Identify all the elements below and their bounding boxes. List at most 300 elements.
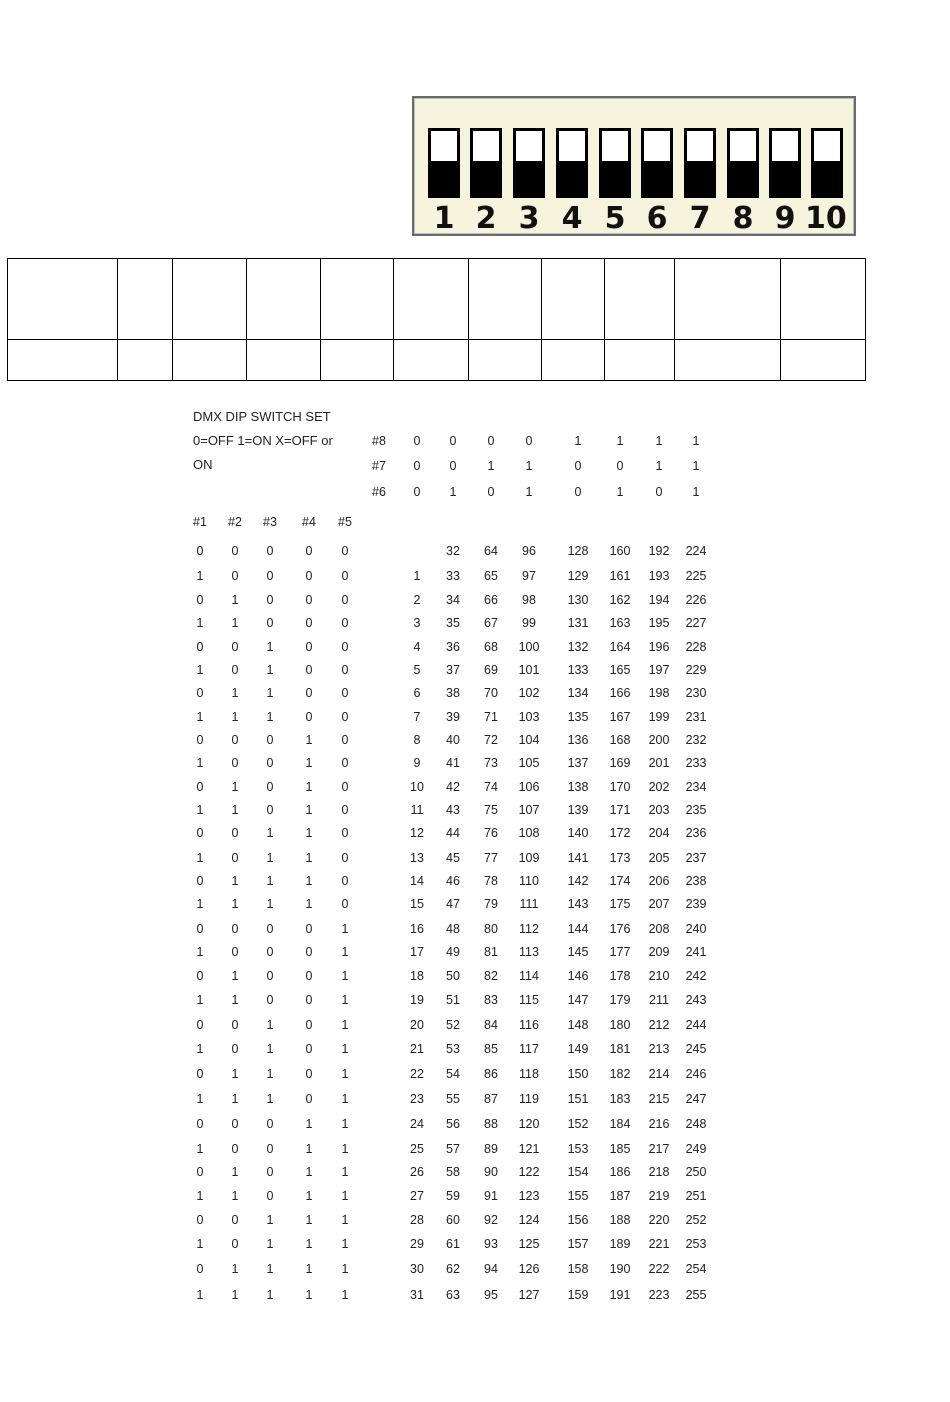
row-bit: 1 <box>231 1092 239 1106</box>
address-value: 182 <box>609 1067 631 1081</box>
address-value: 53 <box>446 1042 460 1056</box>
row-bit: 0 <box>266 1142 274 1156</box>
row-bit: 1 <box>196 1042 204 1056</box>
row-bit: 0 <box>341 593 349 607</box>
row-bit: 1 <box>231 993 239 1007</box>
address-value: 202 <box>648 780 670 794</box>
row-bit: 1 <box>341 1117 349 1131</box>
address-value: 115 <box>519 993 539 1007</box>
address-value: 206 <box>648 874 670 888</box>
address-value: 240 <box>685 922 707 936</box>
row-bit: 0 <box>305 1067 313 1081</box>
row-bit: 1 <box>341 1165 349 1179</box>
row-bit: 1 <box>196 897 204 911</box>
address-value: 194 <box>648 593 670 607</box>
address-value: 91 <box>484 1189 498 1203</box>
address-value: 224 <box>685 544 707 558</box>
row-bit: 1 <box>231 1189 239 1203</box>
bank-bit: 1 <box>487 459 495 473</box>
address-value: 253 <box>685 1237 707 1251</box>
row-bit: 0 <box>341 897 349 911</box>
address-value: 176 <box>609 922 631 936</box>
row-bit: 0 <box>196 922 204 936</box>
address-value: 226 <box>685 593 707 607</box>
address-value: 26 <box>410 1165 424 1179</box>
address-value: 23 <box>410 1092 424 1106</box>
switch-header: #1 <box>193 515 207 529</box>
row-bit: 1 <box>196 616 204 630</box>
switch-header: #4 <box>302 515 316 529</box>
address-value: 157 <box>567 1237 589 1251</box>
row-bit: 0 <box>266 733 274 747</box>
address-value: 98 <box>522 593 536 607</box>
address-value: 21 <box>410 1042 424 1056</box>
address-value: 27 <box>410 1189 424 1203</box>
row-bit: 0 <box>196 1262 204 1276</box>
row-bit: 1 <box>341 1092 349 1106</box>
row-bit: 0 <box>266 593 274 607</box>
address-value: 29 <box>410 1237 424 1251</box>
grid-cell <box>469 259 542 340</box>
address-value: 151 <box>567 1092 589 1106</box>
address-value: 36 <box>446 640 460 654</box>
address-value: 136 <box>567 733 589 747</box>
address-value: 28 <box>410 1213 424 1227</box>
address-value: 92 <box>484 1213 498 1227</box>
address-value: 246 <box>685 1067 707 1081</box>
address-value: 45 <box>446 851 460 865</box>
row-bit: 1 <box>266 1262 274 1276</box>
address-value: 85 <box>484 1042 498 1056</box>
row-bit: 0 <box>196 733 204 747</box>
address-value: 186 <box>609 1165 631 1179</box>
address-value: 219 <box>648 1189 670 1203</box>
row-bit: 0 <box>305 1042 313 1056</box>
row-bit: 0 <box>231 1213 239 1227</box>
row-bit: 1 <box>196 993 204 1007</box>
address-value: 236 <box>685 826 707 840</box>
row-bit: 0 <box>231 1018 239 1032</box>
address-value: 40 <box>446 733 460 747</box>
address-value: 124 <box>518 1213 540 1227</box>
bank-bit: 1 <box>449 485 457 499</box>
address-value: 168 <box>609 733 631 747</box>
row-bit: 1 <box>266 897 274 911</box>
empty-grid-table <box>7 258 866 381</box>
address-value: 68 <box>484 640 498 654</box>
row-bit: 0 <box>231 1237 239 1251</box>
address-value: 203 <box>648 803 670 817</box>
address-value: 22 <box>410 1067 424 1081</box>
row-bit: 1 <box>341 1142 349 1156</box>
address-value: 152 <box>567 1117 589 1131</box>
address-value: 132 <box>567 640 589 654</box>
address-value: 207 <box>648 897 670 911</box>
row-bit: 0 <box>266 945 274 959</box>
row-bit: 1 <box>305 1262 313 1276</box>
address-value: 51 <box>446 993 460 1007</box>
address-value: 245 <box>685 1042 707 1056</box>
address-value: 99 <box>522 616 536 630</box>
row-bit: 0 <box>231 1042 239 1056</box>
address-value: 234 <box>685 780 707 794</box>
address-value: 80 <box>484 922 498 936</box>
address-value: 34 <box>446 593 460 607</box>
row-bit: 1 <box>231 780 239 794</box>
address-value: 229 <box>685 663 707 677</box>
address-value: 164 <box>609 640 631 654</box>
row-bit: 0 <box>196 593 204 607</box>
row-bit: 0 <box>266 756 274 770</box>
address-value: 195 <box>648 616 670 630</box>
dip-switch-10 <box>811 128 843 198</box>
row-bit: 1 <box>231 710 239 724</box>
row-bit: 0 <box>196 1117 204 1131</box>
row-bit: 0 <box>305 710 313 724</box>
address-value: 154 <box>567 1165 589 1179</box>
address-value: 187 <box>609 1189 631 1203</box>
address-value: 250 <box>685 1165 707 1179</box>
address-value: 214 <box>648 1067 670 1081</box>
address-value: 111 <box>519 897 539 911</box>
table-title: DMX DIP SWITCH SET <box>193 409 331 424</box>
address-value: 48 <box>446 922 460 936</box>
address-value: 128 <box>567 544 589 558</box>
row-bit: 1 <box>341 1262 349 1276</box>
row-bit: 1 <box>266 1018 274 1032</box>
row-bit: 1 <box>266 710 274 724</box>
address-value: 244 <box>685 1018 707 1032</box>
row-bit: 1 <box>305 1165 313 1179</box>
address-value: 141 <box>567 851 589 865</box>
address-value: 145 <box>567 945 589 959</box>
address-value: 134 <box>567 686 589 700</box>
row-bit: 1 <box>196 1237 204 1251</box>
row-bit: 1 <box>196 1142 204 1156</box>
legend-line-1: 0=OFF 1=ON X=OFF or <box>193 433 333 448</box>
dip-switch-7 <box>684 128 716 198</box>
address-value: 208 <box>648 922 670 936</box>
address-value: 109 <box>518 851 540 865</box>
address-value: 74 <box>484 780 498 794</box>
address-value: 118 <box>519 1067 539 1081</box>
address-value: 254 <box>685 1262 707 1276</box>
address-value: 119 <box>519 1092 539 1106</box>
grid-cell <box>605 340 675 381</box>
row-bit: 0 <box>305 616 313 630</box>
row-bit: 1 <box>196 1288 204 1302</box>
dip-switch-2 <box>470 128 502 198</box>
address-value: 143 <box>567 897 589 911</box>
legend-line-2: ON <box>193 457 213 472</box>
address-value: 123 <box>518 1189 540 1203</box>
row-bit: 1 <box>266 1042 274 1056</box>
address-value: 241 <box>685 945 707 959</box>
address-value: 3 <box>413 616 421 630</box>
address-value: 209 <box>648 945 670 959</box>
row-bit: 0 <box>231 922 239 936</box>
address-value: 54 <box>446 1067 460 1081</box>
grid-cell <box>321 340 394 381</box>
address-value: 142 <box>567 874 589 888</box>
row-bit: 1 <box>341 922 349 936</box>
row-bit: 0 <box>231 945 239 959</box>
row-bit: 0 <box>196 1067 204 1081</box>
address-value: 231 <box>685 710 707 724</box>
address-value: 162 <box>609 593 631 607</box>
row-bit: 0 <box>305 945 313 959</box>
address-value: 251 <box>685 1189 707 1203</box>
address-value: 215 <box>648 1092 670 1106</box>
address-value: 87 <box>484 1092 498 1106</box>
row-bit: 0 <box>341 569 349 583</box>
address-value: 84 <box>484 1018 498 1032</box>
address-value: 105 <box>518 756 540 770</box>
grid-cell <box>781 340 866 381</box>
address-value: 126 <box>518 1262 540 1276</box>
row-bit: 1 <box>231 1067 239 1081</box>
row-bit: 0 <box>341 710 349 724</box>
row-bit: 0 <box>196 640 204 654</box>
address-value: 227 <box>685 616 707 630</box>
dip-switch-label: 7 <box>689 201 711 236</box>
switch-lever <box>730 161 756 195</box>
address-value: 125 <box>518 1237 540 1251</box>
address-value: 138 <box>567 780 589 794</box>
address-value: 56 <box>446 1117 460 1131</box>
row-bit: 1 <box>341 993 349 1007</box>
address-value: 144 <box>567 922 589 936</box>
row-bit: 0 <box>341 640 349 654</box>
address-value: 31 <box>410 1288 424 1302</box>
row-bit: 0 <box>341 851 349 865</box>
address-value: 249 <box>685 1142 707 1156</box>
address-value: 14 <box>410 874 424 888</box>
address-value: 133 <box>567 663 589 677</box>
address-value: 58 <box>446 1165 460 1179</box>
address-value: 10 <box>410 780 424 794</box>
row-bit: 1 <box>341 1018 349 1032</box>
row-bit: 1 <box>196 756 204 770</box>
address-value: 69 <box>484 663 498 677</box>
address-value: 192 <box>648 544 670 558</box>
switch-lever <box>516 161 542 195</box>
address-value: 179 <box>609 993 631 1007</box>
address-value: 11 <box>410 803 424 817</box>
row-bit: 1 <box>305 780 313 794</box>
address-value: 15 <box>410 897 424 911</box>
row-bit: 0 <box>266 1189 274 1203</box>
row-bit: 1 <box>305 851 313 865</box>
bank-bit: 1 <box>692 434 700 448</box>
row-bit: 1 <box>305 1142 313 1156</box>
address-value: 212 <box>648 1018 670 1032</box>
address-value: 82 <box>484 969 498 983</box>
row-bit: 0 <box>305 544 313 558</box>
row-bit: 1 <box>196 663 204 677</box>
row-bit: 0 <box>341 756 349 770</box>
address-value: 175 <box>609 897 631 911</box>
address-value: 25 <box>410 1142 424 1156</box>
address-value: 146 <box>567 969 589 983</box>
address-value: 110 <box>519 874 539 888</box>
grid-cell <box>247 340 321 381</box>
row-bit: 0 <box>231 663 239 677</box>
address-value: 140 <box>567 826 589 840</box>
row-bit: 1 <box>341 969 349 983</box>
address-value: 101 <box>518 663 540 677</box>
bank-bit: 0 <box>655 485 663 499</box>
address-value: 8 <box>413 733 421 747</box>
address-value: 73 <box>484 756 498 770</box>
bank-label: #8 <box>372 434 386 448</box>
address-value: 2 <box>413 593 421 607</box>
row-bit: 0 <box>266 1165 274 1179</box>
row-bit: 1 <box>196 851 204 865</box>
grid-cell <box>321 259 394 340</box>
bank-bit: 0 <box>449 434 457 448</box>
address-value: 86 <box>484 1067 498 1081</box>
address-value: 55 <box>446 1092 460 1106</box>
address-value: 150 <box>567 1067 589 1081</box>
address-value: 37 <box>446 663 460 677</box>
address-value: 197 <box>648 663 670 677</box>
address-value: 90 <box>484 1165 498 1179</box>
address-value: 81 <box>484 945 498 959</box>
row-bit: 1 <box>305 1117 313 1131</box>
row-bit: 0 <box>305 663 313 677</box>
address-value: 153 <box>567 1142 589 1156</box>
row-bit: 0 <box>305 922 313 936</box>
row-bit: 0 <box>305 993 313 1007</box>
address-value: 160 <box>609 544 631 558</box>
address-value: 135 <box>567 710 589 724</box>
row-bit: 1 <box>231 1288 239 1302</box>
address-value: 171 <box>609 803 631 817</box>
address-value: 19 <box>410 993 424 1007</box>
address-value: 12 <box>410 826 424 840</box>
row-bit: 1 <box>341 1288 349 1302</box>
bank-bit: 1 <box>616 434 624 448</box>
address-value: 57 <box>446 1142 460 1156</box>
row-bit: 0 <box>266 803 274 817</box>
address-value: 89 <box>484 1142 498 1156</box>
address-value: 93 <box>484 1237 498 1251</box>
row-bit: 1 <box>305 1189 313 1203</box>
row-bit: 0 <box>266 569 274 583</box>
address-value: 96 <box>522 544 536 558</box>
row-bit: 1 <box>266 1092 274 1106</box>
row-bit: 1 <box>231 616 239 630</box>
grid-cell <box>394 340 469 381</box>
address-value: 42 <box>446 780 460 794</box>
address-value: 232 <box>685 733 707 747</box>
address-value: 204 <box>648 826 670 840</box>
address-value: 190 <box>609 1262 631 1276</box>
address-value: 178 <box>609 969 631 983</box>
row-bit: 1 <box>305 1213 313 1227</box>
address-value: 63 <box>446 1288 460 1302</box>
row-bit: 1 <box>266 686 274 700</box>
address-value: 210 <box>648 969 670 983</box>
row-bit: 1 <box>196 1189 204 1203</box>
dip-switch-label: 5 <box>604 201 626 236</box>
address-value: 252 <box>685 1213 707 1227</box>
row-bit: 0 <box>341 780 349 794</box>
address-value: 95 <box>484 1288 498 1302</box>
address-value: 113 <box>519 945 539 959</box>
switch-header: #5 <box>338 515 352 529</box>
address-value: 242 <box>685 969 707 983</box>
address-value: 79 <box>484 897 498 911</box>
address-value: 49 <box>446 945 460 959</box>
bank-bit: 0 <box>487 485 495 499</box>
address-value: 165 <box>609 663 631 677</box>
switch-lever <box>687 161 713 195</box>
address-value: 222 <box>648 1262 670 1276</box>
address-value: 183 <box>609 1092 631 1106</box>
switch-lever <box>559 161 585 195</box>
row-bit: 1 <box>305 733 313 747</box>
address-value: 129 <box>567 569 589 583</box>
address-value: 243 <box>685 993 707 1007</box>
row-bit: 1 <box>231 803 239 817</box>
address-value: 238 <box>685 874 707 888</box>
grid-cell <box>173 259 247 340</box>
dip-switch-4 <box>556 128 588 198</box>
row-bit: 0 <box>305 686 313 700</box>
address-value: 149 <box>567 1042 589 1056</box>
dip-switch-label: 8 <box>732 201 754 236</box>
switch-lever <box>602 161 628 195</box>
row-bit: 1 <box>231 969 239 983</box>
row-bit: 1 <box>231 1165 239 1179</box>
row-bit: 1 <box>266 640 274 654</box>
address-value: 193 <box>648 569 670 583</box>
address-value: 70 <box>484 686 498 700</box>
address-value: 88 <box>484 1117 498 1131</box>
row-bit: 0 <box>196 969 204 983</box>
address-value: 43 <box>446 803 460 817</box>
row-bit: 0 <box>341 616 349 630</box>
address-value: 71 <box>484 710 498 724</box>
address-value: 217 <box>648 1142 670 1156</box>
row-bit: 0 <box>231 640 239 654</box>
address-value: 156 <box>567 1213 589 1227</box>
grid-cell <box>118 340 173 381</box>
address-value: 103 <box>518 710 540 724</box>
switch-header: #3 <box>263 515 277 529</box>
row-bit: 0 <box>196 874 204 888</box>
row-bit: 1 <box>266 1288 274 1302</box>
dip-switch-6 <box>641 128 673 198</box>
address-value: 180 <box>609 1018 631 1032</box>
row-bit: 0 <box>231 733 239 747</box>
row-bit: 0 <box>196 1165 204 1179</box>
address-value: 44 <box>446 826 460 840</box>
row-bit: 0 <box>231 569 239 583</box>
address-value: 220 <box>648 1213 670 1227</box>
address-value: 159 <box>567 1288 589 1302</box>
dip-switch-label: 2 <box>475 201 497 236</box>
address-value: 76 <box>484 826 498 840</box>
row-bit: 1 <box>305 897 313 911</box>
address-value: 184 <box>609 1117 631 1131</box>
address-value: 18 <box>410 969 424 983</box>
address-value: 108 <box>518 826 540 840</box>
address-value: 228 <box>685 640 707 654</box>
grid-cell <box>605 259 675 340</box>
